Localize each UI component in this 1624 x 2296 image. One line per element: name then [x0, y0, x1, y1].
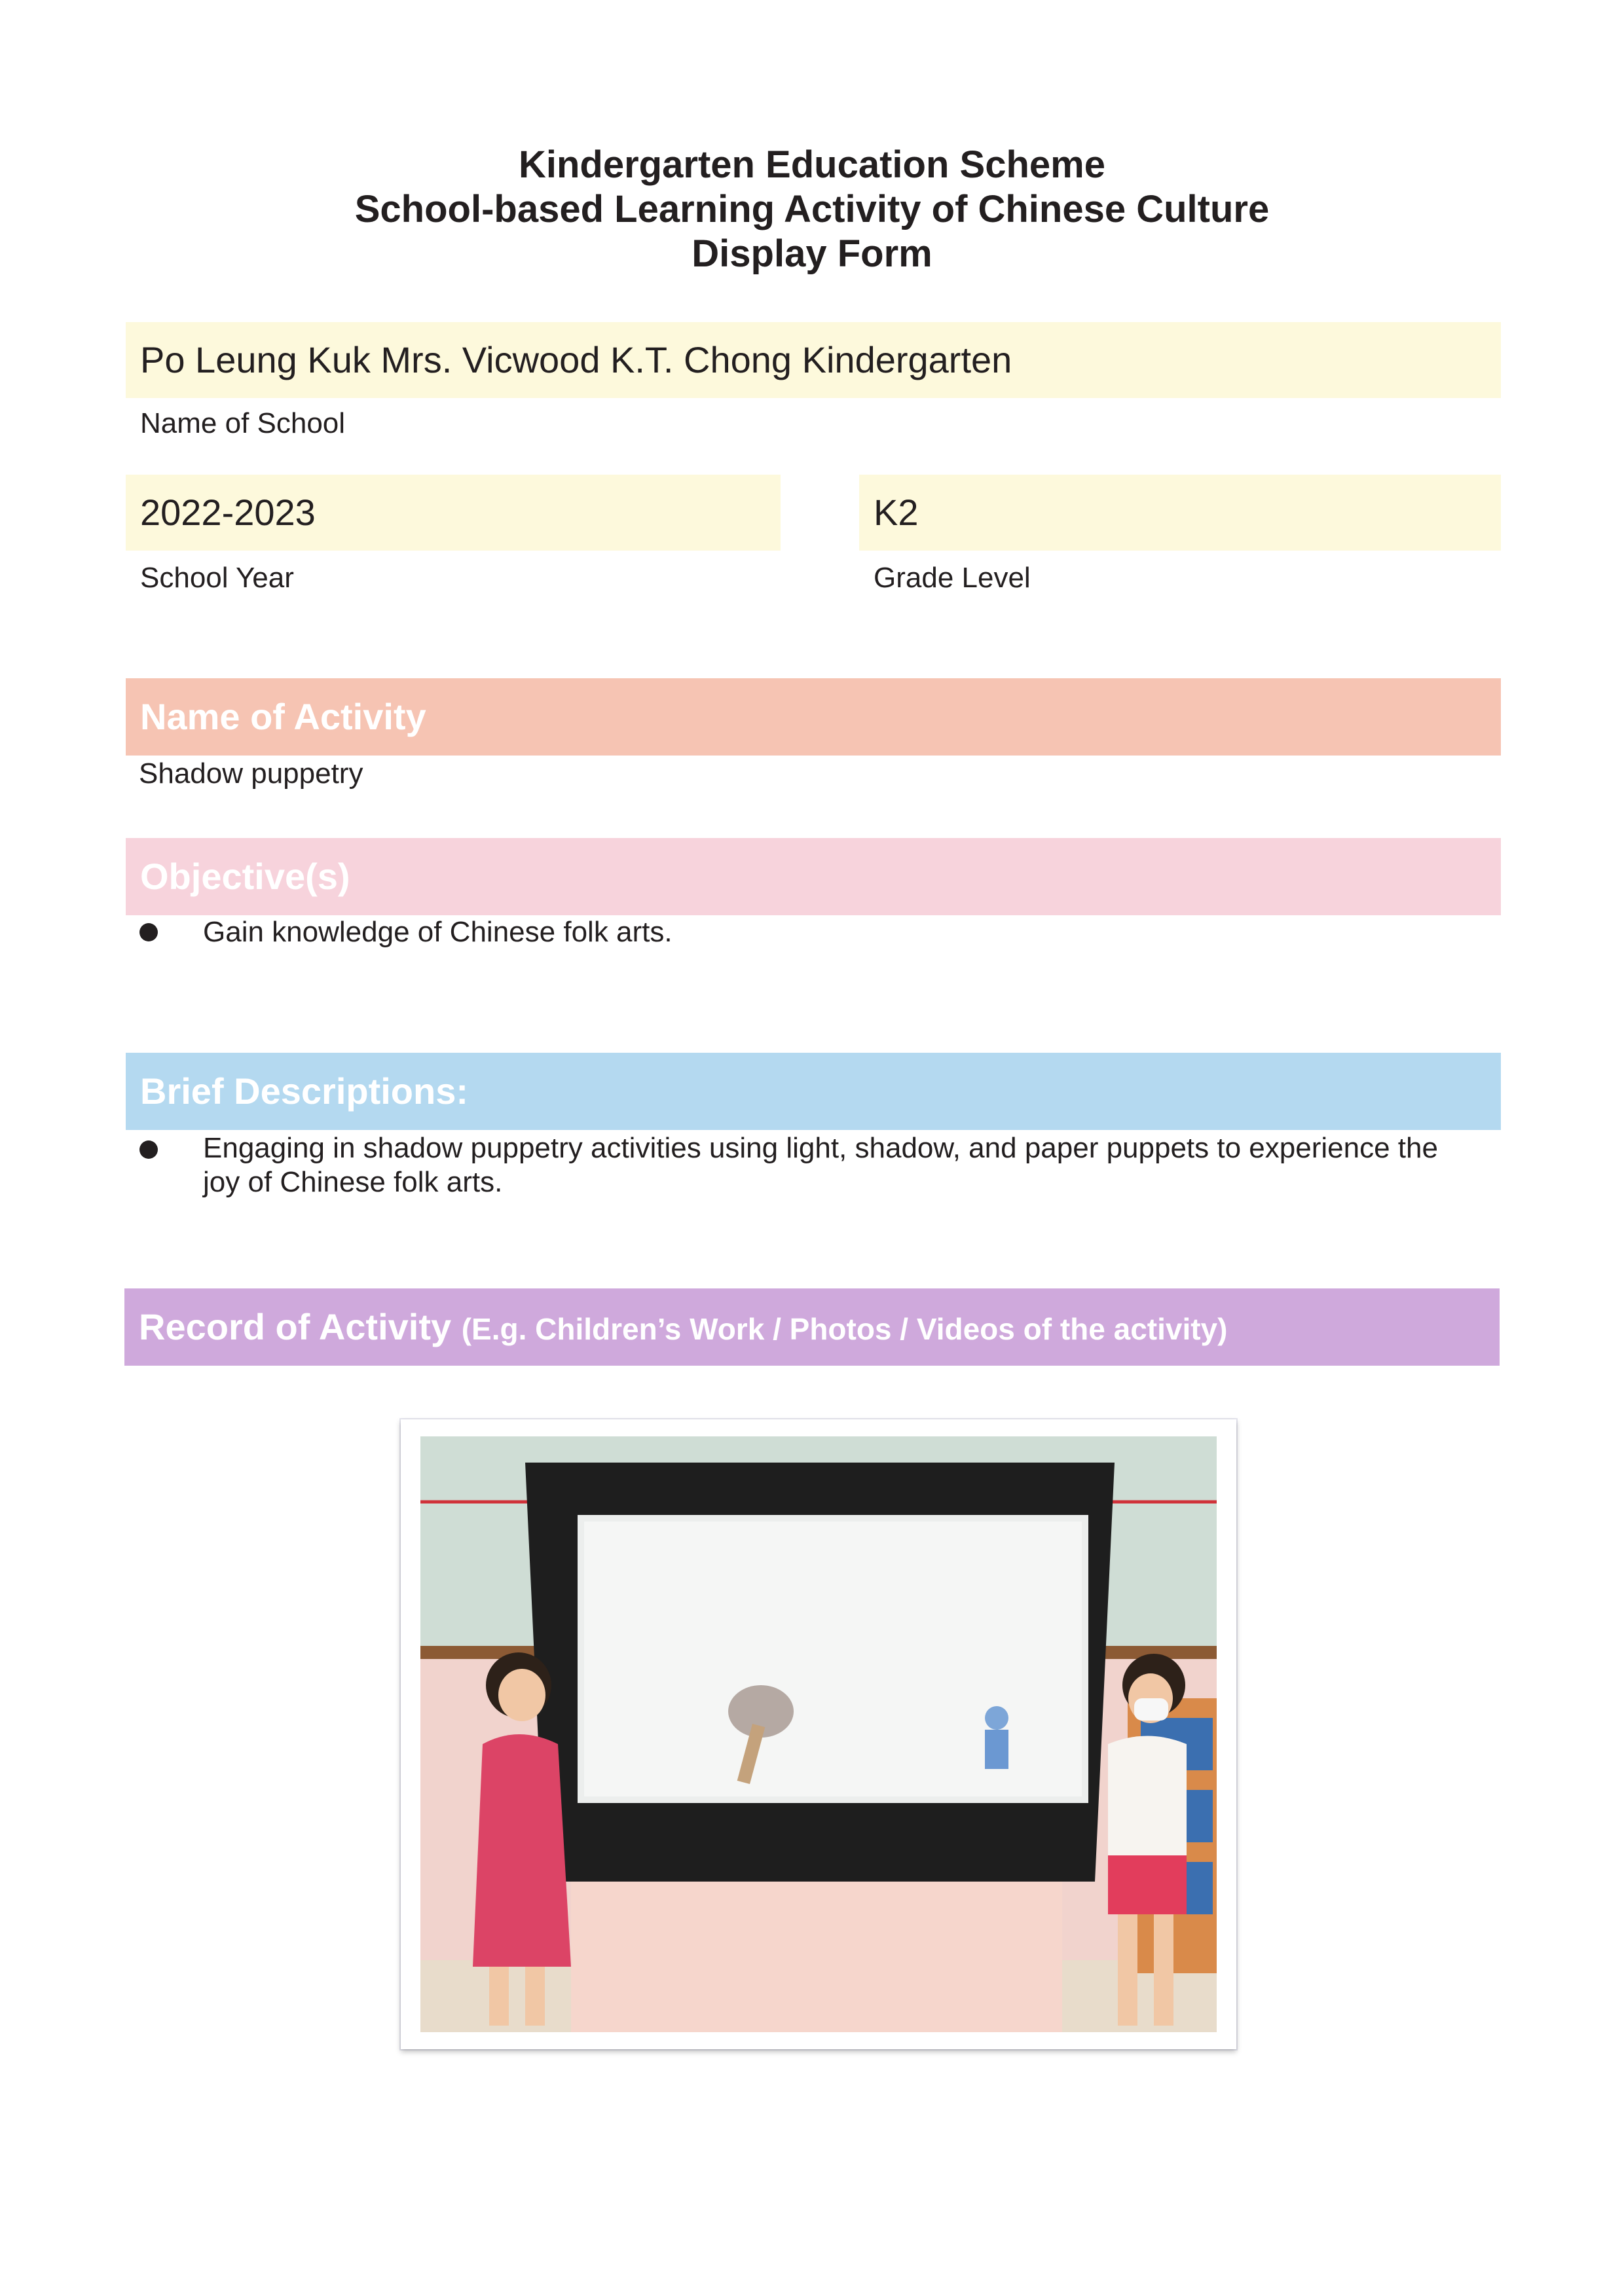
school-name-field: [126, 322, 1501, 398]
descriptions-band: [126, 1053, 1501, 1130]
form-title-line-3: Display Form: [692, 232, 932, 275]
form-title-line-2: School-based Learning Activity of Chinese Culture: [354, 188, 1270, 230]
school-year-field: [126, 475, 781, 551]
description-item: Engaging in shadow puppetry activities using light, shadow, and paper puppets to experience the joy of Chinese folk arts.: [203, 1132, 1438, 1198]
grade-level-value: K2: [874, 492, 919, 533]
objectives-band: [126, 838, 1501, 915]
activity-name-band: [126, 678, 1501, 756]
activity-photo: [420, 1436, 1217, 2032]
objectives-heading: Objective(s): [140, 856, 350, 897]
record-heading-group: [124, 1288, 1500, 1368]
form-title-line-1: Kindergarten Education Scheme: [519, 143, 1105, 186]
school-year-value: 2022-2023: [140, 492, 316, 533]
school-name-value: Po Leung Kuk Mrs. Vicwood K.T. Chong Kindergarten: [140, 339, 1012, 380]
descriptions-heading: Brief Descriptions:: [140, 1070, 468, 1112]
record-band: [124, 1288, 1500, 1366]
activity-name-value: Shadow puppetry: [139, 757, 363, 790]
objective-item: Gain knowledge of Chinese folk arts.: [203, 916, 673, 948]
school-year-label: School Year: [140, 562, 294, 594]
bullet-icon: [139, 1140, 158, 1159]
school-name-label: Name of School: [140, 407, 346, 439]
record-heading: Record of Activity: [139, 1306, 452, 1347]
grade-level-label: Grade Level: [874, 562, 1031, 594]
activity-name-heading: Name of Activity: [140, 696, 426, 737]
record-subheading: (E.g. Children’s Work / Photos / Videos of the activity): [461, 1312, 1228, 1346]
activity-photo-frame: [401, 1419, 1236, 2049]
bullet-icon: [139, 923, 158, 941]
grade-level-field: [859, 475, 1501, 551]
